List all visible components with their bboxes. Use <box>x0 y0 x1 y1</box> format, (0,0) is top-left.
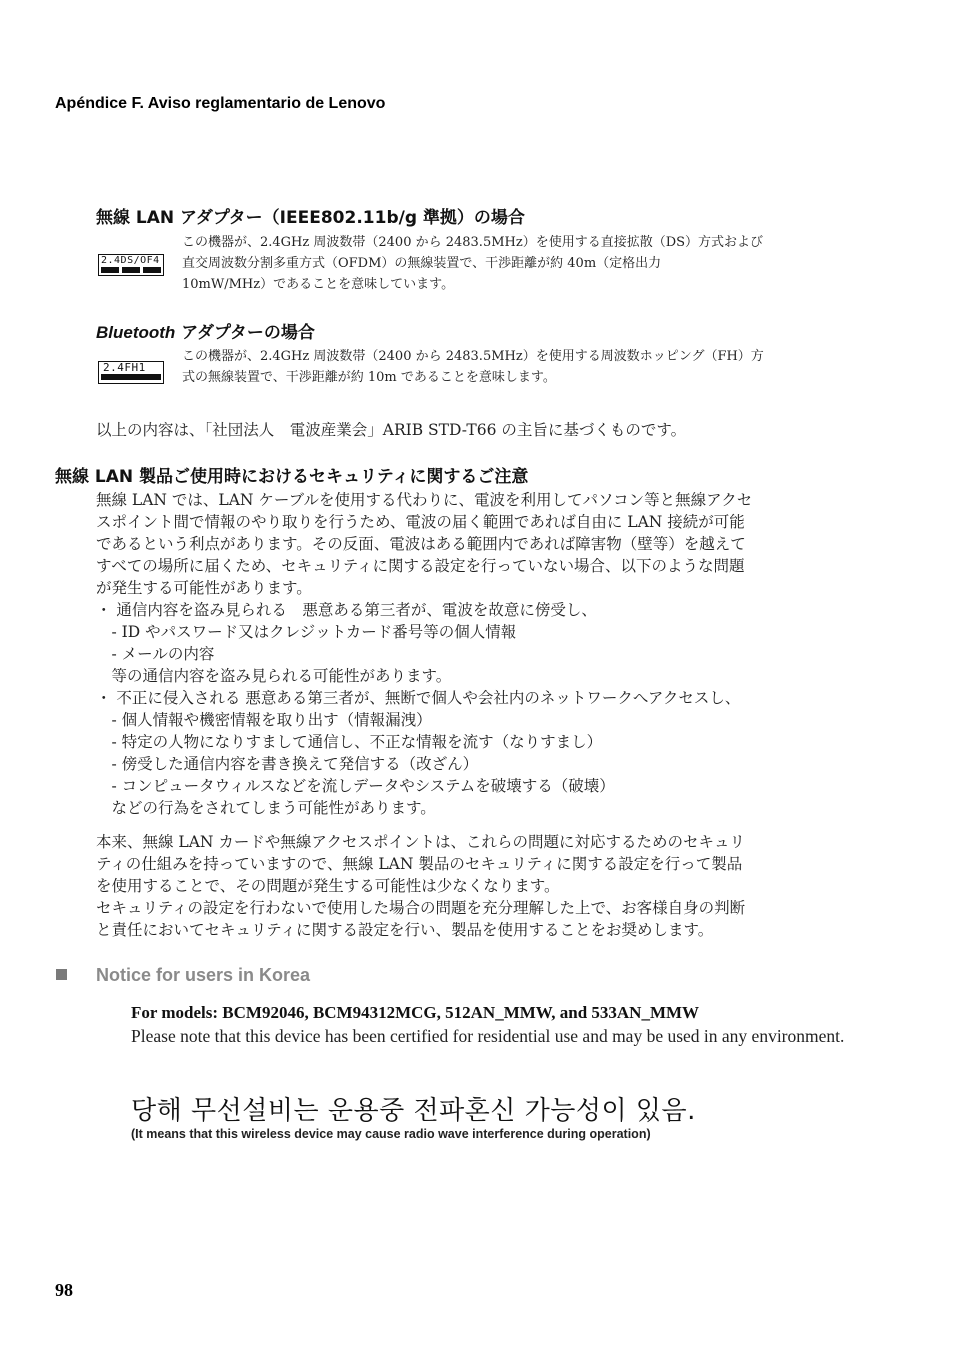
text-line: 本来、無線 LAN カードや無線アクセスポイントは、これらの問題に対応するためのセキュリ <box>96 833 745 851</box>
text-line: 無線 LAN では、LAN ケーブルを使用する代わりに、電波を利用してパソコン等と無線アクセ <box>96 491 753 509</box>
text-line: 直交周波数分割多重方式（OFDM）の無線装置で、干渉距離が約 40m（定格出力 <box>182 256 662 271</box>
sub-item: - メールの内容 <box>96 645 215 663</box>
section-title-wlan: 無線 LAN アダプター（IEEE802.11b/g 準拠）の場合 <box>96 208 525 228</box>
section-body-wlan <box>182 232 763 295</box>
security-body <box>96 489 752 819</box>
label-bars <box>99 374 163 380</box>
text-line: 10mW/MHz）であることを意味しています。 <box>182 277 455 292</box>
text-line: スポイント間で情報のやり取りを行うため、電波の届く範囲であれば自由に LAN 接続が可能 <box>96 513 745 531</box>
text-line: と責任においてセキュリティに関する設定を行い、製品を使用することをお奨めします。 <box>96 921 714 939</box>
text-line: 等の通信内容を盗み見られる可能性があります。 <box>96 667 452 685</box>
page-number: 98 <box>55 1280 73 1300</box>
arib-note: 以上の内容は、「社団法人 電波産業会」ARIB STD-T66 の主旨に基づくものです。 <box>96 421 687 439</box>
text-line: であるという利点があります。その反面、電波はある範囲内であれば障害物（壁等）を越えて <box>96 535 746 553</box>
sub-item: - ID やパスワード又はクレジットカード番号等の個人情報 <box>96 623 517 641</box>
text-line: ティの仕組みを持っていますので、無線 LAN 製品のセキュリティに関する設定を行って製品 <box>96 855 743 873</box>
section-title-bluetooth <box>96 318 315 343</box>
sub-item: - 傍受した通信内容を書き換えて発信する（改ざん） <box>96 755 479 773</box>
label-text: 2.4DS/OF4 <box>101 255 160 266</box>
security-body-2 <box>96 831 745 941</box>
korean-statement: 당해 무선설비는 운용중 전파혼신 가능성이 있음. <box>131 1096 696 1126</box>
text-line: が発生する可能性があります。 <box>96 579 312 597</box>
text-line: 式の無線装置で、干渉距離が約 10m であることを意味します。 <box>182 370 556 385</box>
sub-item: - 特定の人物になりすまして通信し、不正な情報を流す（なりすまし） <box>96 733 603 751</box>
page-header: Apéndice F. Aviso reglamentario de Lenovo <box>55 95 386 112</box>
section-body-bluetooth <box>182 346 764 388</box>
text-line: セキュリティの設定を行わないで使用した場合の問題を充分理解した上で、お客様自身の判断 <box>96 899 746 917</box>
text-line: この機器が、2.4GHz 周波数帯（2400 から 2483.5MHz）を使用する直接拡散（DS）方式および <box>182 235 764 250</box>
label-2-4ds-of4 <box>98 254 164 276</box>
sub-item: - 個人情報や機密情報を取り出す（情報漏洩） <box>96 711 432 729</box>
korea-models: For models: BCM92046, BCM94312MCG, 512AN_MMW, and 533AN_MMW <box>131 1003 700 1022</box>
label-bars <box>99 267 163 273</box>
text-line: を使用することで、その問題が発生する可能性は少なくなります。 <box>96 877 560 895</box>
label-text: 2.4FH1 <box>103 361 146 374</box>
korea-body: Please note that this device has been certified for residential use and may be used in any environment. <box>131 1026 845 1046</box>
square-bullet-icon <box>56 969 67 980</box>
section-title-security: 無線 LAN 製品ご使用時におけるセキュリティに関するご注意 <box>55 467 529 487</box>
bullet-line: ・ 通信内容を盗み見られる 悪意ある第三者が、電波を故意に傍受し、 <box>96 601 597 619</box>
bullet-line: ・ 不正に侵入される 悪意ある第三者が、無断で個人や会社内のネットワークへアクセスし、 <box>96 689 741 707</box>
section-title-rest: アダプターの場合 <box>175 323 315 343</box>
text-line: この機器が、2.4GHz 周波数帯（2400 から 2483.5MHz）を使用する周波数ホッピング（FH）方 <box>182 349 764 364</box>
korean-translation-note: (It means that this wireless device may cause radio wave interference during operation) <box>131 1127 651 1141</box>
korea-notice-title: Notice for users in Korea <box>96 965 311 985</box>
text-line: などの行為をされてしまう可能性があります。 <box>96 799 436 817</box>
label-2-4fh1 <box>98 361 164 384</box>
sub-item: - コンピュータウィルスなどを流しデータやシステムを破壊する（破壊） <box>96 777 615 795</box>
text-line: すべての場所に届くため、セキュリティに関する設定を行っていない場合、以下のような問題 <box>96 557 745 575</box>
bluetooth-word: Bluetooth <box>96 323 176 342</box>
